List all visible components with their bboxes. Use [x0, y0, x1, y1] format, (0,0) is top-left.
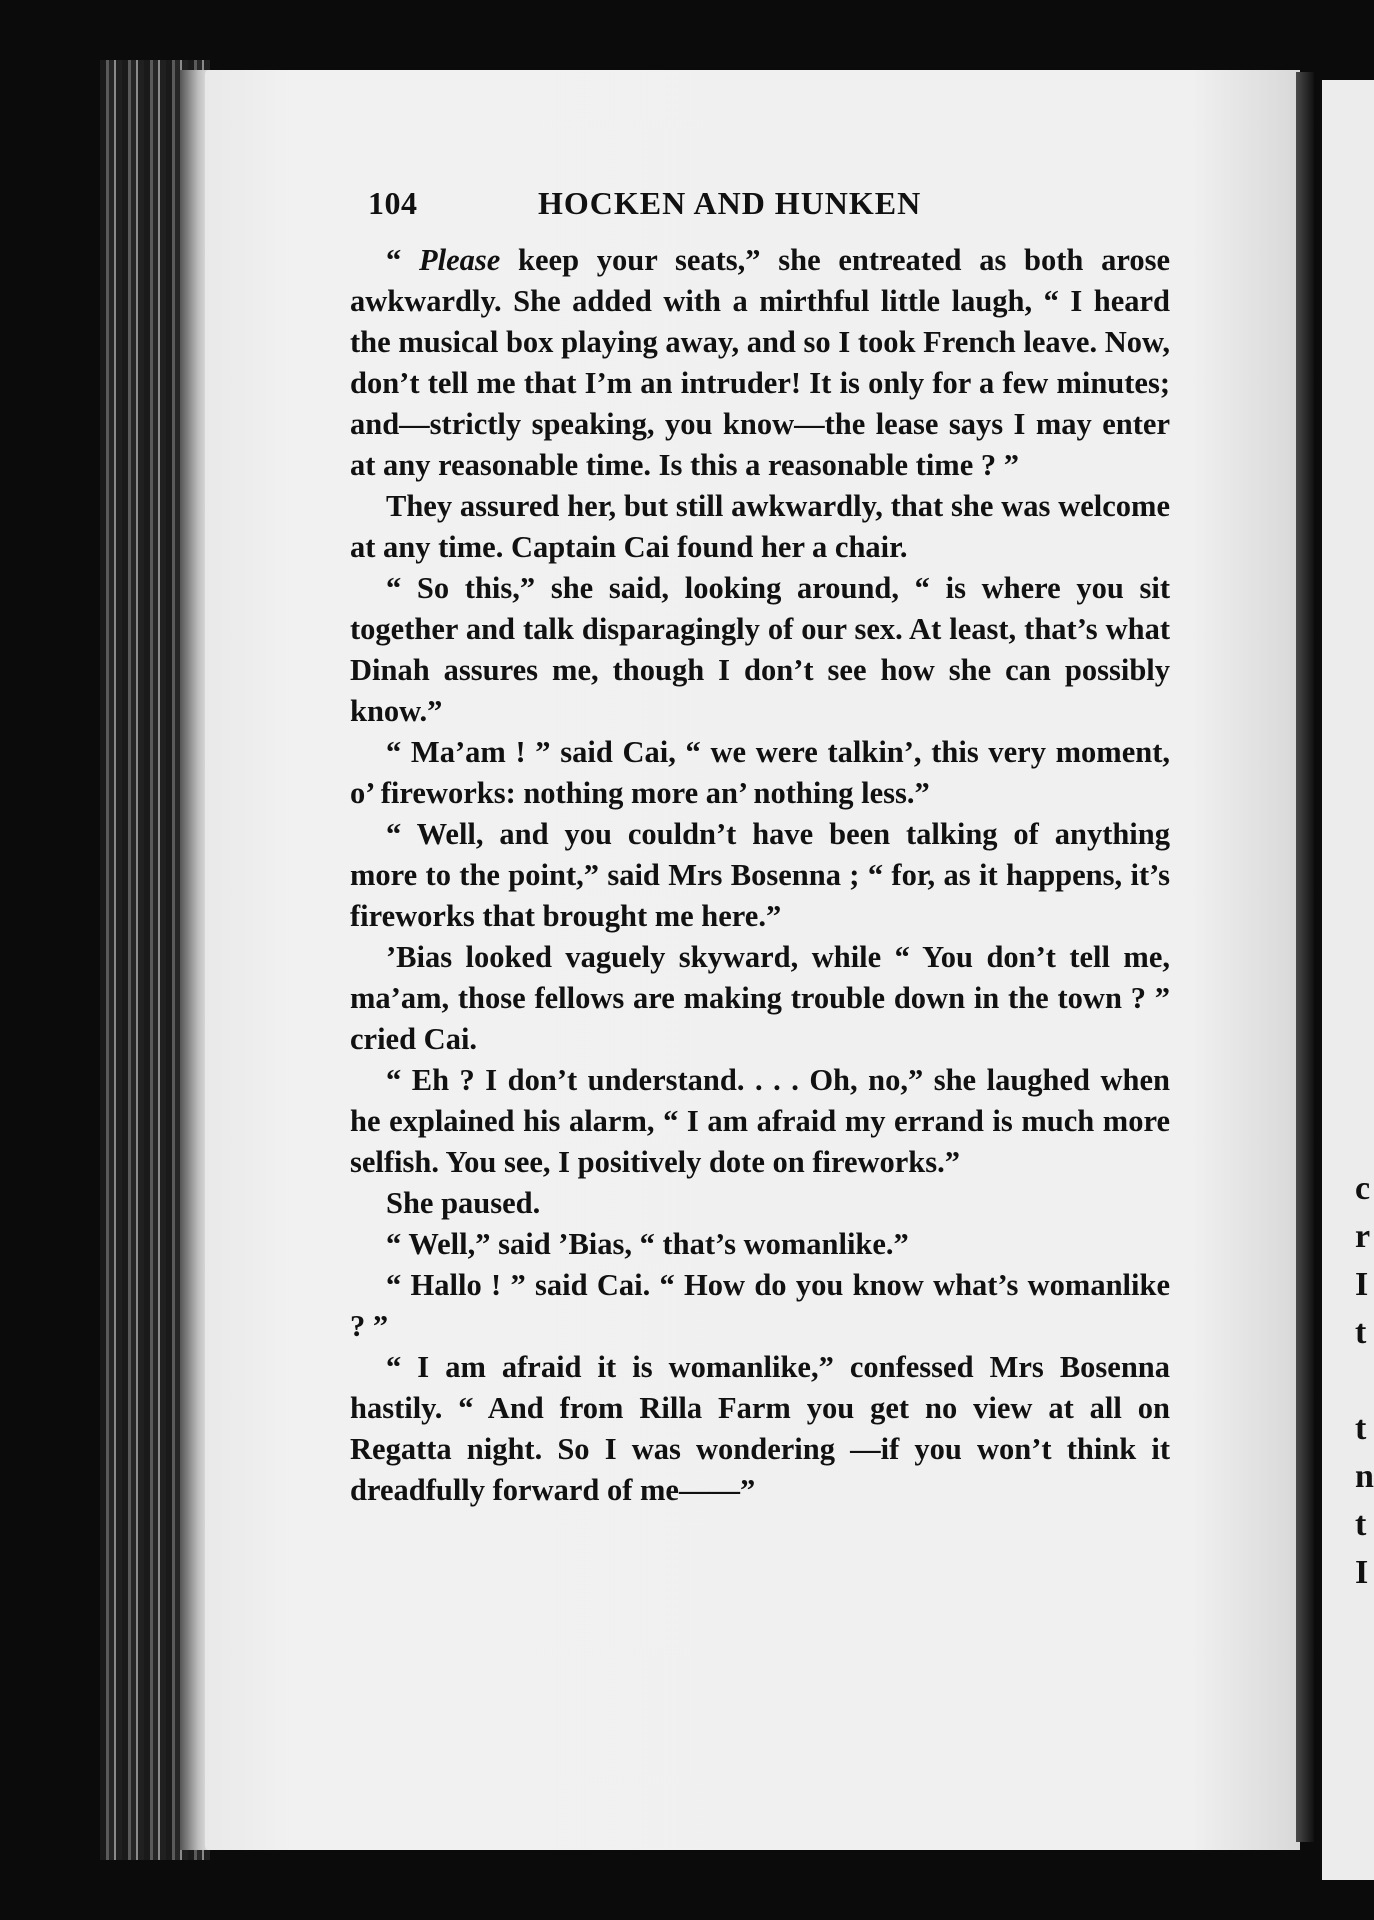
paragraph-text: keep your seats,” she entreated as both arose awkwardly. She added with a mirthful little laugh, “ I heard the musical box playing away, and so I took French leave. Now, don’t tell me that I’m an intruder! It is only for a few minutes; and—strictly speaking, you know—the lease says I may enter at any reasonable time. Is this a reasonable time ? ”	[350, 243, 1171, 482]
fragment: t	[1355, 1506, 1367, 1543]
paragraph	[350, 240, 1170, 486]
paragraph: She paused.	[386, 1186, 541, 1220]
paragraph: ’Bias looked vaguely skyward, while “ You don’t tell me, ma’am, those fellows are making trouble down in the town ? ” cried Cai.	[350, 940, 1170, 1056]
paragraph: “ Well, and you couldn’t have been talking of anything more to the point,” said Mrs Bosenna ; “ for, as it happens, it’s fireworks that brought me here.”	[350, 817, 1170, 933]
paragraph: “ Ma’am ! ” said Cai, “ we were talkin’, this very moment, o’ fireworks: nothing more an’ nothing less.”	[350, 735, 1170, 810]
fragment: I	[1355, 1554, 1369, 1591]
fragment: I	[1355, 1266, 1369, 1303]
running-head	[368, 185, 1170, 222]
facing-page-fragments	[1355, 1165, 1374, 1597]
paragraph: “ Eh ? I don’t understand. . . . Oh, no,” she laughed when he explained his alarm, “ I am afraid my errand is much more selfish. You see, I positively dote on fireworks.”	[350, 1063, 1170, 1179]
fragment: c	[1355, 1170, 1371, 1207]
paragraph: “ Well,” said ’Bias, “ that’s womanlike.”	[386, 1227, 909, 1261]
fragment: r	[1355, 1218, 1371, 1255]
opening-quote: “	[386, 243, 419, 277]
page-edge-shadow	[1296, 72, 1314, 1842]
page-text	[350, 185, 1170, 1511]
paragraph: They assured her, but still awkwardly, that she was welcome at any time. Captain Cai found her a chair.	[350, 489, 1170, 564]
paragraph: “ So this,” she said, looking around, “ is where you sit together and talk disparagingly of our sex. At least, that’s what Dinah assures me, though I don’t see how she can possibly know.”	[350, 571, 1170, 728]
emphasis: Please	[419, 243, 501, 277]
fragment: t	[1355, 1314, 1367, 1351]
paragraph: “ I am afraid it is womanlike,” confessed Mrs Bosenna hastily. “ And from Rilla Farm you get no view at all on Regatta night. So I was wondering —if you won’t think it dreadfully forward of me——”	[350, 1350, 1170, 1507]
fragment	[1355, 1357, 1374, 1405]
facing-page	[1322, 80, 1374, 1880]
page-number: 104	[368, 185, 418, 221]
fragment: t	[1355, 1410, 1367, 1447]
fragment: n	[1355, 1458, 1374, 1495]
book-title: HOCKEN AND HUNKEN	[538, 185, 922, 221]
paragraph: “ Hallo ! ” said Cai. “ How do you know what’s womanlike ? ”	[350, 1268, 1170, 1343]
